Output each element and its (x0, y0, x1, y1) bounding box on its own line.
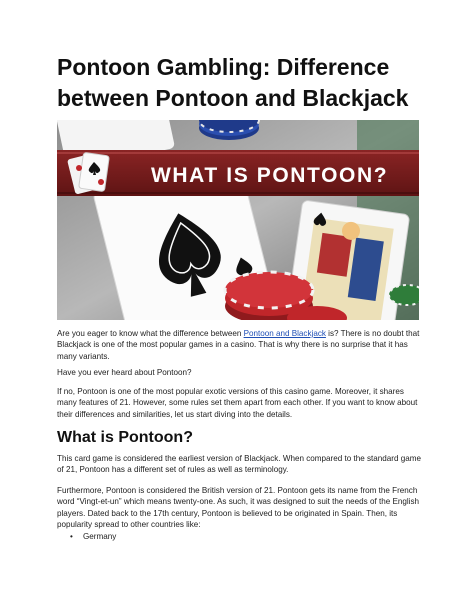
hero-image (57, 120, 419, 320)
intro-text-after-link: is? There is no doubt that Blackjack is one of the most popular games in a casino. That is why there is no surprise that it has many variants. (57, 329, 420, 361)
list-item-label: Germany (83, 532, 117, 541)
section-heading: What is Pontoon? (57, 429, 193, 446)
bullet-marker: • (70, 532, 73, 541)
history-paragraph: This card game is considered the earliest version of Blackjack. When compared to the standard game of 21, Pontoon has a different set of rules as well as terminology. (57, 454, 421, 475)
intro-paragraph (57, 328, 423, 362)
overview-paragraph: If no, Pontoon is one of the most popular exotic versions of this casino game. Moreover, it shares many features of 21. However, some rules set them apart from each other. If you want to know about their differences and similarities, let us start diving into the details. (57, 387, 418, 419)
document-title: Pontoon Gambling: Difference between Pontoon and Blackjack (57, 54, 409, 111)
hero-illustration (57, 120, 419, 320)
intro-text-before-link: Are you eager to know what the difference between (57, 329, 244, 338)
banner-title: WHAT IS PONTOON? (151, 164, 389, 187)
origin-paragraph: Furthermore, Pontoon is considered the British version of 21. Pontoon gets its name from the French word “Vingt-et-un” which means twenty-one. As such, it was designed to suit the needs of the English players. Dated back to the 17th century, Pontoon is believed to be originated in Spain. Then, its popularity spread to other countries like: (57, 486, 420, 529)
question-paragraph: Have you ever heard about Pontoon? (57, 368, 192, 377)
pontoon-blackjack-link[interactable]: Pontoon and Blackjack (243, 329, 326, 338)
